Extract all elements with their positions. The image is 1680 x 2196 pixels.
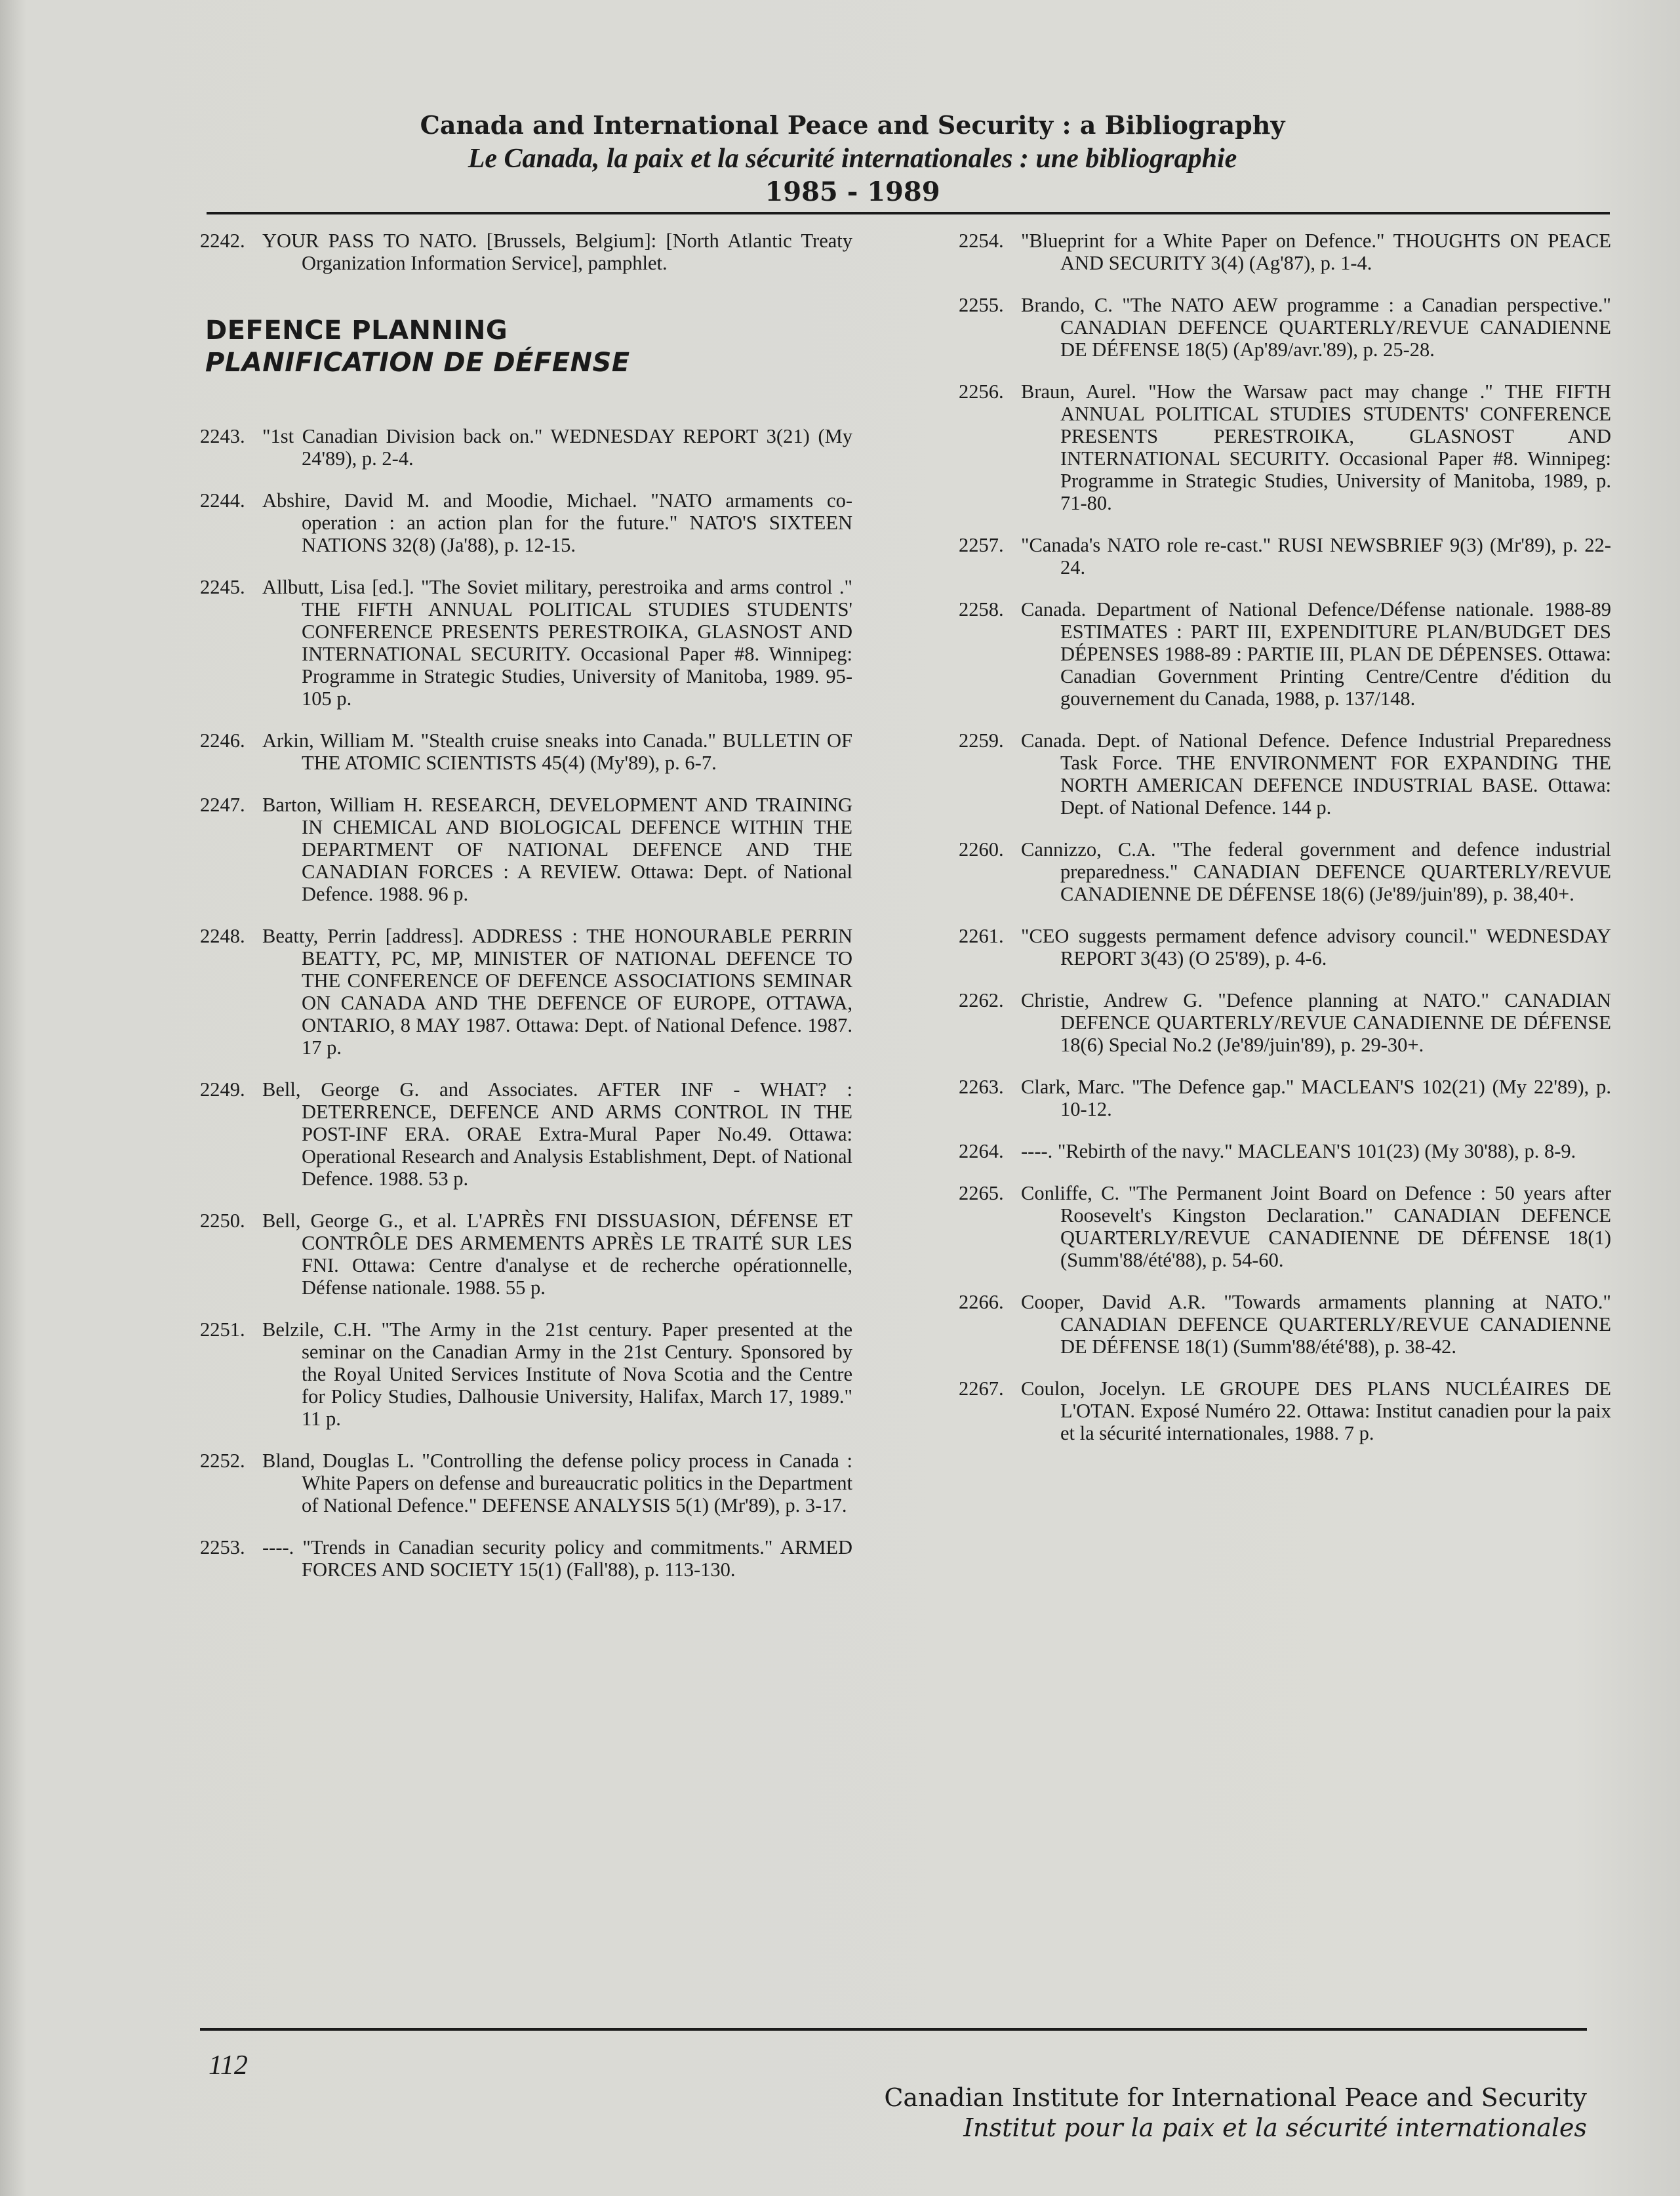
entry-number: 2257.: [959, 534, 1004, 556]
entry-citation: Conliffe, C. "The Permanent Joint Board on Defence : 50 years after Roosevelt's Kingston Declaration." CANADIAN DEFENCE QUARTERLY/REVUE CANADIENNE DE DÉFENSE 18(1) (Summ'88/été'88), p. 54-60.: [1021, 1182, 1611, 1271]
entry-number: 2252.: [200, 1450, 245, 1472]
entry-number: 2249.: [200, 1078, 245, 1101]
entry-number: 2247.: [200, 794, 245, 816]
entry-number: 2248.: [200, 925, 245, 947]
bibliography-entry: [959, 230, 1611, 274]
entry-number: 2260.: [959, 838, 1004, 861]
entry-number: 2255.: [959, 294, 1004, 316]
header-rule: [207, 212, 1610, 214]
entry-citation: Belzile, C.H. "The Army in the 21st century. Paper presented at the seminar on the Canadian Army in the 21st Century. Sponsored by the Royal United Services Institute of Nova Scotia and the Centre for Policy Studies, Dalhousie University, Halifax, March 17, 1989." 11 p.: [262, 1318, 852, 1430]
bibliography-entry: [959, 294, 1611, 361]
footer-institute-en: Canadian Institute for International Peace and Security: [884, 2083, 1587, 2112]
footer-rule: [200, 2028, 1587, 2031]
bibliography-entry: [959, 989, 1611, 1056]
bibliography-entry: [959, 598, 1611, 710]
entry-number: 2245.: [200, 576, 245, 598]
entry-number: 2243.: [200, 425, 245, 447]
bibliography-entry: [200, 1078, 852, 1190]
entry-citation: Christie, Andrew G. "Defence planning at NATO." CANADIAN DEFENCE QUARTERLY/REVUE CANADIENNE DE DÉFENSE 18(6) Special No.2 (Je'89/juin'89), p. 29-30+.: [1021, 989, 1611, 1056]
entry-number: 2254.: [959, 230, 1004, 252]
entry-number: 2266.: [959, 1291, 1004, 1313]
entry-number: 2262.: [959, 989, 1004, 1011]
bibliography-entry: [959, 534, 1611, 579]
bibliography-entry: [959, 925, 1611, 969]
header-title-fr: Le Canada, la paix et la sécurité internationales : une bibliographie: [468, 144, 1237, 174]
entry-number: 2264.: [959, 1140, 1004, 1162]
entry-citation: Clark, Marc. "The Defence gap." MACLEAN'S 102(21) (My 22'89), p. 10-12.: [1021, 1076, 1611, 1120]
entry-number: 2246.: [200, 729, 245, 752]
entry-citation: Coulon, Jocelyn. LE GROUPE DES PLANS NUCLÉAIRES DE L'OTAN. Exposé Numéro 22. Ottawa: Institut canadien pour la paix et la sécurité internationales, 1988. 7 p.: [1021, 1377, 1611, 1444]
entry-citation: Braun, Aurel. "How the Warsaw pact may change ." THE FIFTH ANNUAL POLITICAL STUDIES STUDENTS' CONFERENCE PRESENTS PERESTROIKA, GLASNOST AND INTERNATIONAL SECURITY. Occasional Paper #8. Winnipeg: Programme in Strategic Studies, University of Manitoba, 1989, p. 71-80.: [1021, 380, 1611, 514]
header-years: 1985 - 1989: [765, 176, 940, 207]
entry-citation: ----. "Rebirth of the navy." MACLEAN'S 101(23) (My 30'88), p. 8-9.: [1021, 1140, 1576, 1162]
bibliography-entry: [959, 1291, 1611, 1358]
entry-number: 2242.: [200, 230, 245, 252]
bibliography-entry: [959, 729, 1611, 819]
page-footer: [754, 2083, 1587, 2143]
entry-citation: Allbutt, Lisa [ed.]. "The Soviet military, perestroika and arms control ." THE FIFTH ANNUAL POLITICAL STUDIES STUDENTS' CONFERENCE PRESENTS PERESTROIKA, GLASNOST AND INTERNATIONAL SECURITY. Occasional Paper #8. Winnipeg: Programme in Strategic Studies, University of Manitoba, 1989. 95-105 p.: [262, 576, 852, 710]
footer-institute-fr: Institut pour la paix et la sécurité internationales: [963, 2113, 1587, 2142]
bibliography-entry: [959, 1377, 1611, 1444]
entry-citation: Abshire, David M. and Moodie, Michael. "NATO armaments co-operation : an action plan for the future." NATO'S SIXTEEN NATIONS 32(8) (Ja'88), p. 12-15.: [262, 489, 852, 556]
entry-number: 2259.: [959, 729, 1004, 752]
entry-number: 2244.: [200, 489, 245, 512]
bibliography-entry: [959, 380, 1611, 514]
entry-number: 2256.: [959, 380, 1004, 403]
right-entries: [959, 230, 1611, 1444]
entry-citation: YOUR PASS TO NATO. [Brussels, Belgium]: [North Atlantic Treaty Organization Information Service], pamphlet.: [262, 230, 852, 274]
entry-citation: "CEO suggests permament defence advisory council." WEDNESDAY REPORT 3(43) (O 25'89), p. 4-6.: [1021, 925, 1611, 969]
right-column: [959, 230, 1611, 1464]
bibliography-entry: [200, 1210, 852, 1299]
entry-citation: Beatty, Perrin [address]. ADDRESS : THE HONOURABLE PERRIN BEATTY, PC, MP, MINISTER OF NATIONAL DEFENCE TO THE CONFERENCE OF DEFENCE ASSOCIATIONS SEMINAR ON CANADA AND THE DEFENCE OF EUROPE, OTTAWA, ONTARIO, 8 MAY 1987. Ottawa: Dept. of National Defence. 1987. 17 p.: [262, 925, 852, 1059]
section-title-fr: PLANIFICATION DE DÉFENSE: [205, 348, 630, 378]
bibliography-entry: [200, 576, 852, 710]
entry-number: 2267.: [959, 1377, 1004, 1400]
bibliography-entry: [200, 230, 852, 274]
entry-citation: "Blueprint for a White Paper on Defence." THOUGHTS ON PEACE AND SECURITY 3(4) (Ag'87), p. 1-4.: [1021, 230, 1611, 274]
entry-citation: Bland, Douglas L. "Controlling the defense policy process in Canada : White Papers on defense and bureaucratic politics in the Department of National Defence." DEFENSE ANALYSIS 5(1) (Mr'89), p. 3-17.: [262, 1450, 852, 1516]
bibliography-entry: [200, 1536, 852, 1581]
entry-number: 2258.: [959, 598, 1004, 620]
entry-number: 2261.: [959, 925, 1004, 947]
bibliography-entry: [200, 1318, 852, 1430]
bibliography-entry: [959, 1076, 1611, 1120]
entry-citation: Canada. Dept. of National Defence. Defence Industrial Preparedness Task Force. THE ENVIRONMENT FOR EXPANDING THE NORTH AMERICAN DEFENCE INDUSTRIAL BASE. Ottawa: Dept. of National Defence. 144 p.: [1021, 729, 1611, 819]
entry-citation: Cooper, David A.R. "Towards armaments planning at NATO." CANADIAN DEFENCE QUARTERLY/REVUE CANADIENNE DE DÉFENSE 18(1) (Summ'88/été'88), p. 38-42.: [1021, 1291, 1611, 1358]
bibliography-entry: [200, 489, 852, 556]
entry-number: 2253.: [200, 1536, 245, 1558]
bibliography-entry: [200, 729, 852, 774]
entry-number: 2265.: [959, 1182, 1004, 1204]
section-title-en: DEFENCE PLANNING: [205, 315, 508, 346]
page-header: [197, 108, 1508, 209]
entry-citation: Bell, George G., et al. L'APRÈS FNI DISSUASION, DÉFENSE ET CONTRÔLE DES ARMEMENTS APRÈS LE TRAITÉ SUR LES FNI. Ottawa: Centre d'analyse et de recherche opérationnelle, Défense nationale. 1988. 55 p.: [262, 1210, 852, 1299]
bibliography-entry: [200, 794, 852, 905]
bibliography-entry: [200, 1450, 852, 1516]
entry-citation: Arkin, William M. "Stealth cruise sneaks into Canada." BULLETIN OF THE ATOMIC SCIENTISTS 45(4) (My'89), p. 6-7.: [262, 729, 852, 774]
entry-citation: Cannizzo, C.A. "The federal government and defence industrial preparedness." CANADIAN DEFENCE QUARTERLY/REVUE CANADIENNE DE DÉFENSE 18(6) (Je'89/juin'89), p. 38,40+.: [1021, 838, 1611, 905]
section-heading: [205, 315, 852, 379]
bibliography-entry: [200, 425, 852, 470]
left-column: [200, 230, 852, 1600]
left-entries-after: [200, 425, 852, 1581]
entry-citation: ----. "Trends in Canadian security policy and commitments." ARMED FORCES AND SOCIETY 15(1) (Fall'88), p. 113-130.: [262, 1536, 852, 1581]
left-entries-before: [200, 230, 852, 274]
bibliography-entry: [959, 838, 1611, 905]
entry-citation: Canada. Department of National Defence/Défense nationale. 1988-89 ESTIMATES : PART III, EXPENDITURE PLAN/BUDGET DES DÉPENSES 1988-89 : PARTIE III, PLAN DE DÉPENSES. Ottawa: Canadian Government Printing Centre/Centre d'édition du gouvernement du Canada, 1988, p. 137/148.: [1021, 598, 1611, 710]
entry-citation: "Canada's NATO role re-cast." RUSI NEWSBRIEF 9(3) (Mr'89), p. 22-24.: [1021, 534, 1611, 579]
entry-citation: "1st Canadian Division back on." WEDNESDAY REPORT 3(21) (My 24'89), p. 2-4.: [262, 425, 852, 470]
bibliography-entry: [200, 925, 852, 1059]
bibliography-entry: [959, 1182, 1611, 1271]
entry-citation: Barton, William H. RESEARCH, DEVELOPMENT AND TRAINING IN CHEMICAL AND BIOLOGICAL DEFENCE WITHIN THE DEPARTMENT OF NATIONAL DEFENCE AND THE CANADIAN FORCES : A REVIEW. Ottawa: Dept. of National Defence. 1988. 96 p.: [262, 794, 852, 905]
entry-number: 2263.: [959, 1076, 1004, 1098]
header-title-en: Canada and International Peace and Security : a Bibliography: [420, 110, 1285, 140]
bibliography-entry: [959, 1140, 1611, 1162]
entry-citation: Brando, C. "The NATO AEW programme : a Canadian perspective." CANADIAN DEFENCE QUARTERLY/REVUE CANADIENNE DE DÉFENSE 18(5) (Ap'89/avr.'89), p. 25-28.: [1021, 294, 1611, 361]
page-number: 112: [209, 2050, 248, 2081]
entry-citation: Bell, George G. and Associates. AFTER INF - WHAT? : DETERRENCE, DEFENCE AND ARMS CONTROL IN THE POST-INF ERA. ORAE Extra-Mural Paper No.49. Ottawa: Operational Research and Analysis Establishment, Dept. of National Defence. 1988. 53 p.: [262, 1078, 852, 1190]
entry-number: 2250.: [200, 1210, 245, 1232]
entry-number: 2251.: [200, 1318, 245, 1341]
